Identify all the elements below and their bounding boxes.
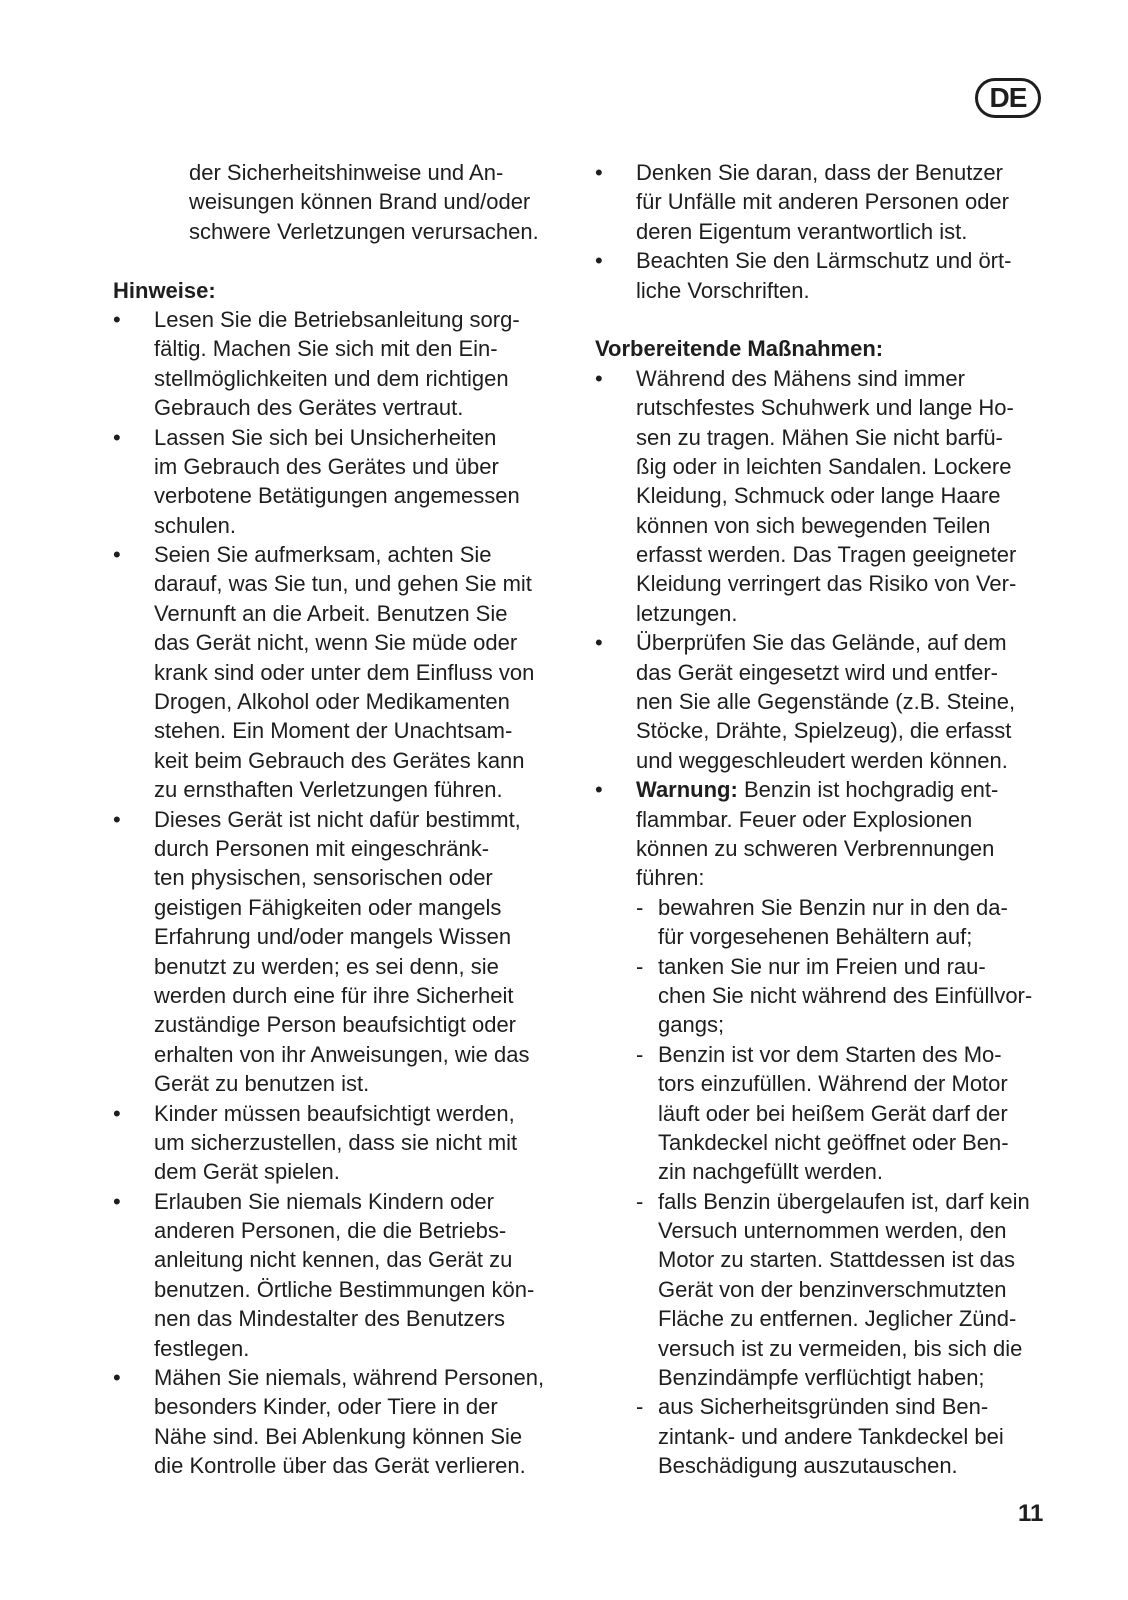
text-line: fältig. Machen Sie sich mit den Ein- bbox=[154, 336, 498, 362]
text-line: im Gebrauch des Gerätes und über bbox=[154, 453, 499, 479]
text-line: Lassen Sie sich bei Unsicherheiten bbox=[154, 424, 497, 450]
text-line: erfasst werden. Das Tragen geeigneter bbox=[636, 542, 1017, 568]
bullet-item bbox=[113, 805, 573, 1099]
bullet-item bbox=[595, 364, 1055, 629]
text-line: aus Sicherheitsgründen sind Ben- bbox=[658, 1394, 989, 1420]
bullet-marker: • bbox=[113, 542, 121, 568]
text-line: zu ernsthaften Verletzungen führen. bbox=[154, 777, 503, 803]
text-line: Denken Sie daran, dass der Benutzer bbox=[636, 160, 1003, 185]
bullet-marker: • bbox=[595, 777, 603, 803]
text-line: Kinder müssen beaufsichtigt werden, bbox=[154, 1100, 515, 1126]
dash-item bbox=[595, 893, 1055, 952]
text-line: Tankdeckel nicht geöffnet oder Ben- bbox=[658, 1129, 1009, 1155]
text-line: tors einzufüllen. Während der Motor bbox=[658, 1071, 1008, 1097]
section-heading-vorbereitende-massnahmen: Vorbereitende Maßnahmen: bbox=[595, 336, 884, 362]
dash-item bbox=[595, 952, 1055, 1040]
text-line: Versuch unternommen werden, den bbox=[658, 1218, 1007, 1244]
text-line: und weggeschleudert werden können. bbox=[636, 747, 1008, 773]
text-line: für vorgesehenen Behältern auf; bbox=[658, 924, 973, 950]
text-line: Während des Mähens sind immer bbox=[636, 365, 965, 391]
dash-marker: - bbox=[636, 1188, 644, 1214]
bullet-item bbox=[595, 246, 1055, 305]
bullet-marker: • bbox=[113, 306, 121, 332]
text-line: Fläche zu entfernen. Jeglicher Zünd- bbox=[658, 1306, 1017, 1332]
text-line: Benzindämpfe verflüchtigt haben; bbox=[658, 1365, 985, 1391]
bullet-marker: • bbox=[113, 806, 121, 832]
warning-label: Warnung: bbox=[636, 777, 738, 803]
text-line: flammbar. Feuer oder Explosionen bbox=[636, 806, 973, 832]
text-line: Vernunft an die Arbeit. Benutzen Sie bbox=[154, 600, 508, 626]
bullet-marker: • bbox=[113, 1188, 121, 1214]
bullet-item bbox=[113, 1099, 573, 1187]
bullet-marker: • bbox=[595, 160, 603, 185]
text-line: anderen Personen, die die Betriebs- bbox=[154, 1218, 507, 1244]
text-line: nen Sie alle Gegenstände (z.B. Steine, bbox=[636, 689, 1016, 715]
text-line: deren Eigentum verantwortlich ist. bbox=[636, 218, 968, 244]
text-line: Stöcke, Drähte, Spielzeug), die erfasst bbox=[636, 718, 1012, 744]
text-line: zuständige Person beaufsichtigt oder bbox=[154, 1012, 517, 1038]
text-line: letzungen. bbox=[636, 600, 738, 626]
text-line: keit beim Gebrauch des Gerätes kann bbox=[154, 747, 525, 773]
text-line: festlegen. bbox=[154, 1335, 250, 1361]
text-line: krank sind oder unter dem Einfluss von bbox=[154, 659, 535, 685]
text-line: Erlauben Sie niemals Kindern oder bbox=[154, 1188, 494, 1214]
text-line: rutschfestes Schuhwerk und lange Ho- bbox=[636, 395, 1014, 421]
text-line: Benzin ist vor dem Starten des Mo- bbox=[658, 1041, 1002, 1067]
bullet-marker: • bbox=[595, 248, 603, 274]
text-line: benutzen. Örtliche Bestimmungen kön- bbox=[154, 1276, 535, 1302]
text-line: durch Personen mit eingeschränk- bbox=[154, 835, 490, 861]
text-line: das Gerät nicht, wenn Sie müde oder bbox=[154, 630, 518, 656]
bullet-item bbox=[113, 1363, 573, 1481]
dash-item bbox=[595, 1187, 1055, 1393]
text-line: das Gerät eingesetzt wird und entfer- bbox=[636, 659, 998, 685]
text-line: falls Benzin übergelaufen ist, darf kein bbox=[658, 1188, 1030, 1214]
text-line: Gerät zu benutzen ist. bbox=[154, 1071, 370, 1097]
text-line: der Sicherheitshinweise und An- bbox=[189, 160, 504, 185]
dash-item bbox=[595, 1040, 1055, 1187]
text-line: liche Vorschriften. bbox=[636, 277, 810, 303]
intro-paragraph bbox=[113, 158, 573, 246]
text-line: anleitung nicht kennen, das Gerät zu bbox=[154, 1247, 513, 1273]
bullet-item bbox=[113, 1187, 573, 1363]
page-number: 11 bbox=[1018, 1500, 1044, 1527]
text-line: tanken Sie nur im Freien und rau- bbox=[658, 953, 986, 979]
text-line: Dieses Gerät ist nicht dafür bestimmt, bbox=[154, 806, 521, 832]
text-line: erhalten von ihr Anweisungen, wie das bbox=[154, 1041, 530, 1067]
text-line: bewahren Sie Benzin nur in den da- bbox=[658, 894, 1008, 920]
text-line: chen Sie nicht während des Einfüllvor- bbox=[658, 982, 1033, 1008]
text-line: Motor zu starten. Stattdessen ist das bbox=[658, 1247, 1016, 1273]
text-line: Gebrauch des Gerätes vertraut. bbox=[154, 395, 464, 421]
text-line: gangs; bbox=[658, 1012, 725, 1038]
text-line: Mähen Sie niemals, während Personen, bbox=[154, 1365, 545, 1391]
bullet-item bbox=[595, 628, 1055, 775]
text-line: Beachten Sie den Lärmschutz und ört- bbox=[636, 248, 1012, 274]
dash-marker: - bbox=[636, 953, 644, 979]
text-line: Erfahrung und/oder mangels Wissen bbox=[154, 924, 512, 950]
text-line: besonders Kinder, oder Tiere in der bbox=[154, 1394, 498, 1420]
language-badge: DE bbox=[975, 78, 1041, 118]
text-line: können von sich bewegenden Teilen bbox=[636, 512, 991, 538]
bullet-marker: • bbox=[595, 630, 603, 656]
bullet-item bbox=[113, 540, 573, 805]
left-column bbox=[113, 158, 573, 1481]
dash-marker: - bbox=[636, 1041, 644, 1067]
text-line: Beschädigung auszutauschen. bbox=[658, 1453, 958, 1479]
text-line: führen: bbox=[636, 865, 705, 891]
text-line: Kleidung, Schmuck oder lange Haare bbox=[636, 483, 1001, 509]
text-line: Nähe sind. Bei Ablenkung können Sie bbox=[154, 1423, 523, 1449]
text-line: zintank- und andere Tankdeckel bei bbox=[658, 1423, 1004, 1449]
dash-marker: - bbox=[636, 1394, 644, 1420]
text-line: läuft oder bei heißem Gerät darf der bbox=[658, 1100, 1008, 1126]
text-line: dem Gerät spielen. bbox=[154, 1159, 340, 1185]
text-line: ßig oder in leichten Sandalen. Lockere bbox=[636, 453, 1012, 479]
text-line: Seien Sie aufmerksam, achten Sie bbox=[154, 542, 492, 568]
text-line: die Kontrolle über das Gerät verlieren. bbox=[154, 1453, 526, 1479]
text-line: weisungen können Brand und/oder bbox=[189, 189, 531, 215]
bullet-marker: • bbox=[113, 424, 121, 450]
text-line: nen das Mindestalter des Benutzers bbox=[154, 1306, 505, 1332]
bullet-marker: • bbox=[113, 1365, 121, 1391]
text-line: Kleidung verringert das Risiko von Ver- bbox=[636, 571, 1017, 597]
bullet-item bbox=[113, 305, 573, 423]
text-line: werden durch eine für ihre Sicherheit bbox=[154, 982, 514, 1008]
bullet-item bbox=[595, 158, 1055, 246]
text-line: stellmöglichkeiten und dem richtigen bbox=[154, 365, 509, 391]
text-line: Drogen, Alkohol oder Medikamenten bbox=[154, 689, 510, 715]
text-line: um sicherzustellen, dass sie nicht mit bbox=[154, 1129, 518, 1155]
text-line: Benzin ist hochgradig ent- bbox=[737, 777, 999, 803]
bullet-item bbox=[113, 423, 573, 541]
text-line: darauf, was Sie tun, und gehen Sie mit bbox=[154, 571, 532, 597]
text-line: sen zu tragen. Mähen Sie nicht barfü- bbox=[636, 424, 1003, 450]
text-line: benutzt zu werden; es sei denn, sie bbox=[154, 953, 499, 979]
text-line: schwere Verletzungen verursachen. bbox=[189, 218, 539, 244]
text-line: stehen. Ein Moment der Unachtsam- bbox=[154, 718, 513, 744]
text-line: ten physischen, sensorischen oder bbox=[154, 865, 493, 891]
text-line: Lesen Sie die Betriebsanleitung sorg- bbox=[154, 306, 520, 332]
text-line: können zu schweren Verbrennungen bbox=[636, 835, 995, 861]
text-line: für Unfälle mit anderen Personen oder bbox=[636, 189, 1009, 215]
right-column bbox=[595, 158, 1055, 1481]
text-line: schulen. bbox=[154, 512, 236, 538]
text-line: Gerät von der benzinverschmutzten bbox=[658, 1276, 1007, 1302]
text-line: zin nachgefüllt werden. bbox=[658, 1159, 884, 1185]
warning-item bbox=[595, 775, 1055, 1480]
text-line: geistigen Fähigkeiten oder mangels bbox=[154, 894, 502, 920]
text-line: Überprüfen Sie das Gelände, auf dem bbox=[636, 630, 1007, 656]
dash-marker: - bbox=[636, 894, 644, 920]
bullet-marker: • bbox=[113, 1100, 121, 1126]
section-heading-hinweise: Hinweise: bbox=[113, 277, 216, 303]
bullet-marker: • bbox=[595, 365, 603, 391]
text-line: versuch ist zu vermeiden, bis sich die bbox=[658, 1335, 1023, 1361]
dash-item bbox=[595, 1392, 1055, 1480]
text-line: verbotene Betätigungen angemessen bbox=[154, 483, 520, 509]
